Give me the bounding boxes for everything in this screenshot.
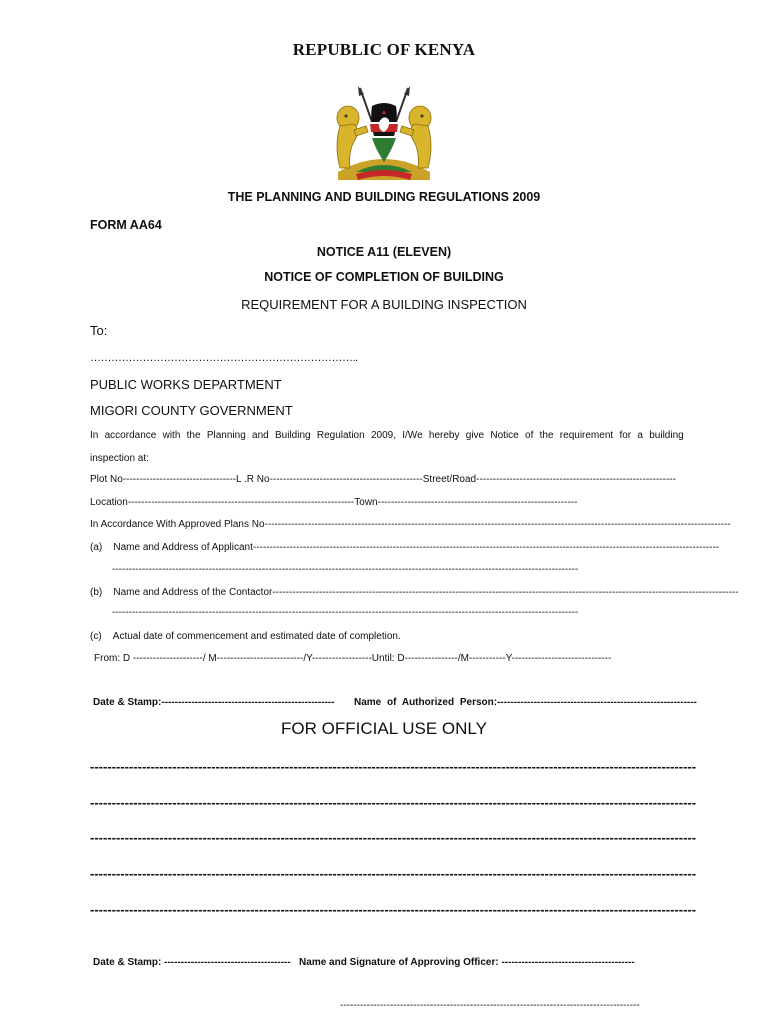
approved-plans-label: In Accordance With Approved Plans No (90, 519, 265, 530)
from-month-label: / M (202, 653, 217, 664)
official-date-stamp-field[interactable]: -------------------------------------- (164, 957, 291, 968)
plot-row[interactable] (90, 474, 678, 485)
date-stamp-field[interactable]: ---------------------------------------------------- (161, 697, 335, 708)
official-date-stamp-label: Date & Stamp: (93, 957, 162, 968)
from-year-field[interactable]: ------------------ (311, 653, 372, 664)
country-title: REPUBLIC OF KENYA (292, 40, 476, 59)
contractor-field[interactable]: -------------------------------------------------------------------------------------------------------------------------------------------- (272, 587, 739, 598)
authorized-person-field[interactable]: ------------------------------------------------------------ (497, 697, 697, 708)
street-label: Street/Road (422, 474, 477, 485)
applicant-signature-row[interactable] (93, 697, 697, 708)
authorized-person-label: Name of Authorized Person: (353, 697, 498, 708)
lr-field[interactable]: ---------------------------------------------- (269, 474, 423, 485)
street-field[interactable]: ------------------------------------------------------------ (476, 474, 676, 485)
lr-label: L .R No (236, 474, 270, 485)
contractor-field-line-2[interactable] (112, 607, 632, 618)
approving-signature-line[interactable] (340, 1000, 640, 1011)
official-line-5[interactable] (90, 902, 697, 917)
official-field-3[interactable]: -------------------------------------------------------------------------------------------------------------------------------------------- (90, 830, 697, 845)
coat-of-arms-emblem (326, 86, 442, 184)
dates-row (90, 631, 401, 642)
applicant-row[interactable] (90, 542, 720, 553)
official-field-5[interactable]: -------------------------------------------------------------------------------------------------------------------------------------------- (90, 902, 697, 917)
approved-plans-field[interactable]: -------------------------------------------------------------------------------------------------------------------------------------------- (264, 519, 731, 530)
contractor-label: Name and Address of the Contactor (113, 587, 273, 598)
from-month-field[interactable]: -------------------------- (216, 653, 304, 664)
from-until-row[interactable] (94, 653, 664, 664)
requirement-heading: REQUIREMENT FOR A BUILDING INSPECTION (241, 297, 527, 312)
location-label: Location (90, 497, 128, 508)
approving-officer-label: Name and Signature of Approving Officer: (299, 957, 499, 968)
applicant-field-2[interactable]: -------------------------------------------------------------------------------------------------------------------------------------------- (112, 564, 579, 575)
location-field[interactable]: -------------------------------------------------------------------- (127, 497, 355, 508)
date-stamp-label: Date & Stamp: (93, 697, 162, 708)
intro-text: In accordance with the Planning and Building Regulation 2009, I/We hereby give Notice of the requirement for a building (90, 430, 684, 441)
official-field-4[interactable]: -------------------------------------------------------------------------------------------------------------------------------------------- (90, 866, 697, 881)
intro-line-2: inspection at: (90, 453, 149, 464)
item-a-marker: (a) (90, 542, 103, 553)
official-field-2[interactable]: -------------------------------------------------------------------------------------------------------------------------------------------- (90, 795, 697, 810)
plot-field[interactable]: ---------------------------------- (122, 474, 237, 485)
applicant-field-line-2[interactable] (112, 564, 634, 575)
until-label: Until: D (371, 653, 405, 664)
plot-label: Plot No (90, 474, 123, 485)
official-use-heading: FOR OFFICIAL USE ONLY (281, 719, 487, 738)
approving-officer-row[interactable] (93, 957, 643, 968)
dates-label: Actual date of commencement and estimated date of completion. (112, 631, 401, 642)
official-line-1[interactable] (90, 759, 697, 774)
until-year-field[interactable]: ------------------------------ (511, 653, 612, 664)
until-day-field[interactable]: ---------------- (404, 653, 458, 664)
until-month-field[interactable]: ----------- (468, 653, 506, 664)
approving-signature-field[interactable]: ------------------------------------------------------------------------------------------ (340, 1000, 640, 1011)
official-line-4[interactable] (90, 866, 697, 881)
from-label: From: D (94, 653, 131, 664)
notice-title: NOTICE OF COMPLETION OF BUILDING (264, 270, 504, 284)
notice-number: NOTICE A11 (ELEVEN) (316, 245, 452, 259)
regulations-heading: THE PLANNING AND BUILDING REGULATIONS 2009 (227, 190, 541, 204)
town-field[interactable]: ------------------------------------------------------------ (377, 497, 578, 508)
approved-plans-row[interactable] (90, 519, 731, 530)
applicant-label: Name and Address of Applicant (113, 542, 253, 553)
addressee-line[interactable]: ………………………………………………………………….. (90, 352, 358, 364)
official-line-3[interactable] (90, 830, 697, 845)
item-b-marker: (b) (90, 587, 103, 598)
form-code: FORM AA64 (90, 218, 162, 232)
intro-line-1 (90, 430, 684, 441)
official-line-2[interactable] (90, 795, 697, 810)
town-label: Town (354, 497, 378, 508)
from-year-label: /Y (303, 653, 312, 664)
contractor-row[interactable] (90, 587, 739, 598)
official-field-1[interactable]: -------------------------------------------------------------------------------------------------------------------------------------------- (90, 759, 697, 774)
department-name: PUBLIC WORKS DEPARTMENT (90, 377, 282, 392)
until-year-label: Y (505, 653, 512, 664)
location-row[interactable] (90, 497, 635, 508)
contractor-field-2[interactable]: -------------------------------------------------------------------------------------------------------------------------------------------- (112, 607, 579, 618)
item-c-marker: (c) (90, 631, 102, 642)
from-day-field[interactable]: --------------------- (132, 653, 203, 664)
applicant-field[interactable]: -------------------------------------------------------------------------------------------------------------------------------------------- (252, 542, 720, 553)
until-month-label: /M (457, 653, 469, 664)
approving-officer-field[interactable]: ---------------------------------------- (501, 957, 635, 968)
government-name: MIGORI COUNTY GOVERNMENT (90, 403, 293, 418)
to-label: To: (90, 323, 108, 338)
